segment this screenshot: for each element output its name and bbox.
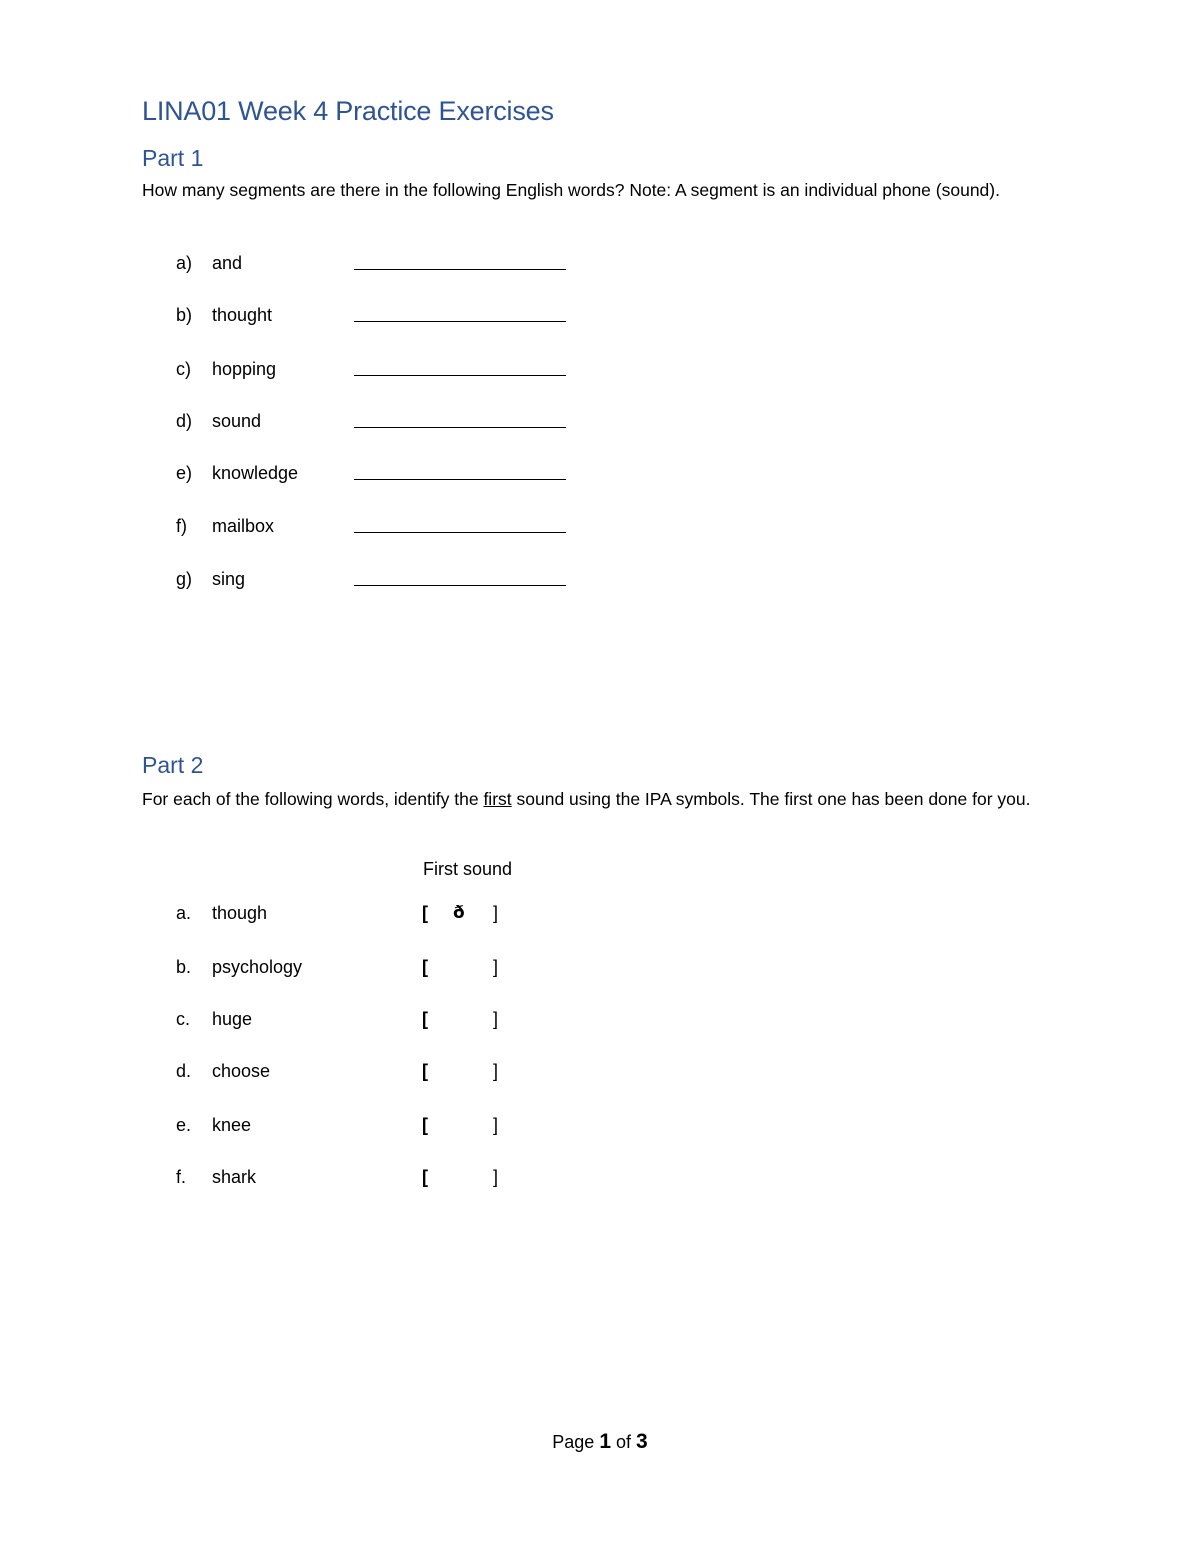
list-item (0, 957, 1200, 981)
ipa-answer[interactable]: ð (453, 903, 465, 923)
page-footer (0, 1430, 1200, 1454)
item-marker: c) (176, 359, 191, 379)
item-word: thought (212, 305, 273, 325)
bracket-close: ] (493, 1009, 499, 1029)
document-title: LINA01 Week 4 Practice Exercises (142, 96, 554, 126)
part2-heading: Part 2 (142, 752, 204, 778)
item-marker: e) (176, 463, 193, 483)
part1-instruction: How many segments are there in the following English words? Note: A segment is an individual phone (sound). (142, 180, 1000, 200)
bracket-close: ] (493, 903, 499, 923)
item-word: shark (212, 1167, 257, 1187)
answer-blank[interactable] (354, 411, 566, 428)
bracket-open: [ (422, 1009, 428, 1029)
bracket-close: ] (493, 1061, 499, 1081)
bracket-close: ] (493, 1167, 499, 1187)
bracket-open: [ (422, 1061, 428, 1081)
item-marker: g) (176, 569, 193, 589)
bracket-open: [ (422, 957, 428, 977)
list-item (0, 253, 1200, 277)
of-label: of (616, 1432, 632, 1452)
column-header: First sound (423, 859, 513, 879)
item-marker: f) (176, 516, 187, 536)
list-item (0, 463, 1200, 487)
item-word: though (212, 903, 268, 923)
list-item (0, 1167, 1200, 1191)
list-item (0, 1009, 1200, 1033)
item-word: psychology (212, 957, 303, 977)
answer-blank[interactable] (354, 463, 566, 480)
item-word: hopping (212, 359, 277, 379)
answer-blank[interactable] (354, 305, 566, 322)
item-marker: e. (176, 1115, 192, 1135)
bracket-open: [ (422, 1115, 428, 1135)
list-item (0, 305, 1200, 329)
bracket-close: ] (493, 957, 499, 977)
part2-instruction (142, 785, 1042, 814)
item-word: knowledge (212, 463, 299, 483)
item-marker: f. (176, 1167, 187, 1187)
answer-blank[interactable] (354, 253, 566, 270)
item-marker: d) (176, 411, 193, 431)
item-marker: a) (176, 253, 193, 273)
answer-blank[interactable] (354, 359, 566, 376)
list-item (0, 1115, 1200, 1139)
instruction-text: sound using the IPA symbols. The first one has been done for you. (511, 789, 1031, 809)
item-marker: c. (176, 1009, 191, 1029)
item-marker: d. (176, 1061, 192, 1081)
list-item (0, 569, 1200, 593)
current-page-number: 1 (599, 1430, 611, 1453)
item-marker: a. (176, 903, 192, 923)
item-word: sound (212, 411, 262, 431)
item-word: huge (212, 1009, 253, 1029)
total-pages-number: 3 (636, 1430, 648, 1453)
bracket-open: [ (422, 1167, 428, 1187)
list-item (0, 903, 1200, 927)
bracket-close: ] (493, 1115, 499, 1135)
item-word: mailbox (212, 516, 275, 536)
list-item (0, 1061, 1200, 1085)
page-label: Page (552, 1432, 595, 1452)
list-item (0, 359, 1200, 383)
item-marker: b) (176, 305, 193, 325)
list-item (0, 411, 1200, 435)
answer-blank[interactable] (354, 516, 566, 533)
item-word: choose (212, 1061, 271, 1081)
bracket-open: [ (422, 903, 428, 923)
item-marker: b. (176, 957, 192, 977)
list-item (0, 516, 1200, 540)
instruction-underlined-text: first (483, 789, 512, 809)
item-word: knee (212, 1115, 252, 1135)
instruction-text: For each of the following words, identify the (142, 789, 484, 809)
item-word: sing (212, 569, 246, 589)
answer-blank[interactable] (354, 569, 566, 586)
part1-heading: Part 1 (142, 145, 204, 171)
item-word: and (212, 253, 243, 273)
